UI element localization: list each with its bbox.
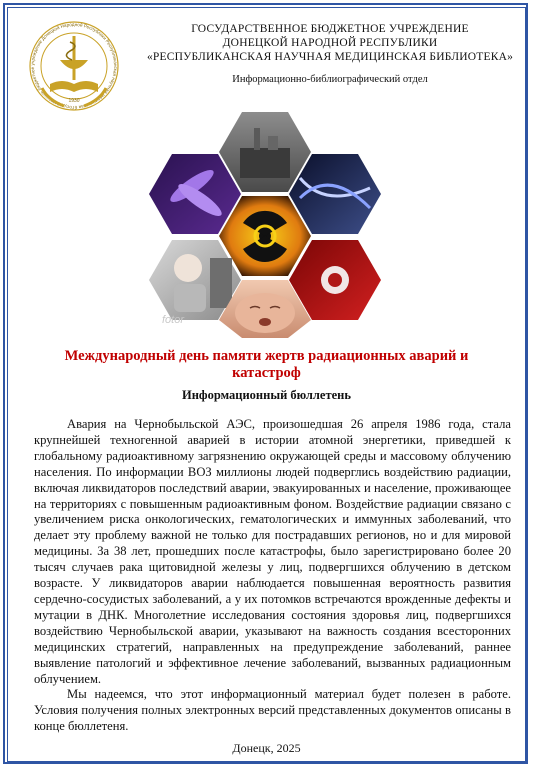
collage-watermark: fotor [162, 314, 185, 326]
bulletin-title: Международный день памяти жертв радиационных аварий и катастроф [64, 348, 469, 381]
department-name: Информационно-библиографический отдел [232, 74, 428, 85]
organization-name [140, 22, 520, 64]
bulletin-body [34, 417, 511, 735]
logo-ring-text: Государственное бюджетное учреждение Донецкой Народной Республики Республиканская научная медицинская б [30, 21, 119, 111]
library-logo [20, 18, 128, 118]
org-line-1: ГОСУДАРСТВЕННОЕ БЮДЖЕТНОЕ УЧРЕЖДЕНИЕ [191, 23, 469, 35]
logo-year: 1930 [68, 98, 80, 104]
body-paragraph-1: Авария на Чернобыльской АЭС, произошедшая 26 апреля 1986 года, стала крупнейшей техногенной аварией в истории атомной энергетики, приведшей к глобальному радиоактивному загрязнению окружающей среды и массовому облучению населения. По информации ВОЗ миллионы людей подверглись воздействию радиации, включая ликвидаторов последствий аварии, эвакуированных и население, проживающее на территориях с повышенным радиоактивным фоном. Воздействие радиации связано с увеличением риска онкологических, гематологических и иммунных заболеваний, что делает эту проблему важной не только для пострадавших регионов, но и для мировой медицины. За 38 лет, прошедших после катастрофы, было зарегистрировано более 20 тысяч случаев рака щитовидной железы у лиц, подвергшихся облучению в детском возрасте. У ликвидаторов аварии наблюдается повышенная вероятность развития сердечно-сосудистых заболеваний, а у их потомков встречаются врожденные дефекты и мутации в ДНК. Многолетние исследования состояния здоровья лиц, подвергшихся воздействию Чернобыльской аварии, указывают на важность создания всесторонних медицинских стратегий, направленных на предупреждение заболеваний, раннее выявление патологий и эффективное лечение заболеваний, вызванных радиационным облучением. [34, 417, 511, 686]
org-line-2: ДОНЕЦКОЙ НАРОДНОЙ РЕСПУБЛИКИ [222, 37, 438, 49]
place-and-year: Донецк, 2025 [232, 741, 301, 755]
bulletin-subtitle: Информационный бюллетень [182, 388, 351, 402]
body-paragraph-2: Мы надеемся, что этот информационный материал будет полезен в работе. Условия получения полных электронных версий представленных документов описаны в конце бюллетеня. [34, 687, 511, 734]
hexagon-collage [130, 108, 400, 338]
org-line-3: «РЕСПУБЛИКАНСКАЯ НАУЧНАЯ МЕДИЦИНСКАЯ БИБЛИОТЕКА» [146, 51, 514, 63]
